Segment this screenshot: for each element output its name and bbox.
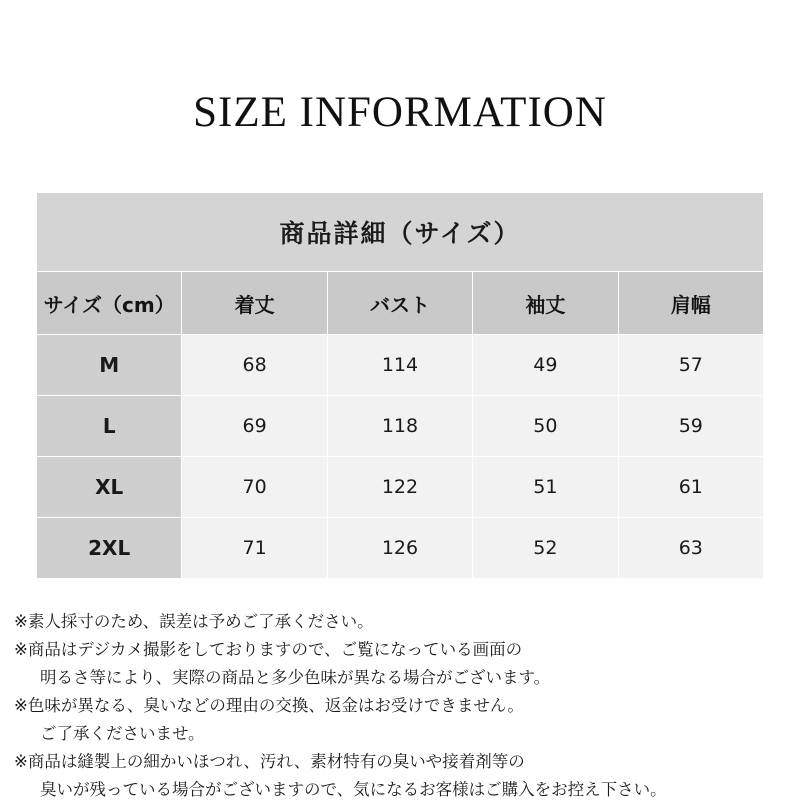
- cell-bust: 126: [327, 518, 472, 579]
- note-line: ご了承くださいませ。: [40, 724, 205, 743]
- table-row: [37, 335, 764, 396]
- cell-sleeve: 51: [473, 457, 618, 518]
- cell-shoulder: 61: [618, 457, 763, 518]
- note-line: ※商品は縫製上の細かいほつれ、汚れ、素材特有の臭いや接着剤等の: [14, 752, 525, 771]
- cell-shoulder: 59: [618, 396, 763, 457]
- cell-sleeve: 50: [473, 396, 618, 457]
- header-shoulder: 肩幅: [618, 272, 763, 335]
- cell-length: 70: [182, 457, 327, 518]
- cell-length: 69: [182, 396, 327, 457]
- header-size: サイズ（cm）: [37, 272, 182, 335]
- notes-section: [14, 608, 794, 804]
- cell-length: 68: [182, 335, 327, 396]
- note-line: ※素人採寸のため、誤差は予めご了承ください。: [14, 612, 374, 631]
- cell-bust: 122: [327, 457, 472, 518]
- table-header-row: [37, 272, 764, 335]
- size-table: [36, 192, 764, 579]
- cell-bust: 118: [327, 396, 472, 457]
- header-bust: バスト: [327, 272, 472, 335]
- size-table-container: [36, 192, 764, 579]
- table-row: [37, 518, 764, 579]
- table-caption: 商品詳細（サイズ）: [37, 193, 764, 272]
- cell-shoulder: 57: [618, 335, 763, 396]
- row-size-label: XL: [37, 457, 182, 518]
- header-length: 着丈: [182, 272, 327, 335]
- cell-sleeve: 49: [473, 335, 618, 396]
- header-sleeve: 袖丈: [473, 272, 618, 335]
- table-caption-row: [37, 193, 764, 272]
- cell-bust: 114: [327, 335, 472, 396]
- table-row: [37, 396, 764, 457]
- row-size-label: L: [37, 396, 182, 457]
- table-row: [37, 457, 764, 518]
- cell-shoulder: 63: [618, 518, 763, 579]
- note-line: ※商品はデジカメ撮影をしておりますので、ご覧になっている画面の: [14, 640, 523, 659]
- note-line: 明るさ等により、実際の商品と多少色味が異なる場合がございます。: [40, 668, 551, 687]
- cell-sleeve: 52: [473, 518, 618, 579]
- note-line: ※色味が異なる、臭いなどの理由の交換、返金はお受けできません。: [14, 696, 524, 715]
- cell-length: 71: [182, 518, 327, 579]
- row-size-label: 2XL: [37, 518, 182, 579]
- note-line: 臭いが残っている場合がございますので、気になるお客様はご購入をお控え下さい。: [40, 780, 667, 799]
- row-size-label: M: [37, 335, 182, 396]
- page-title: SIZE INFORMATION: [193, 89, 607, 136]
